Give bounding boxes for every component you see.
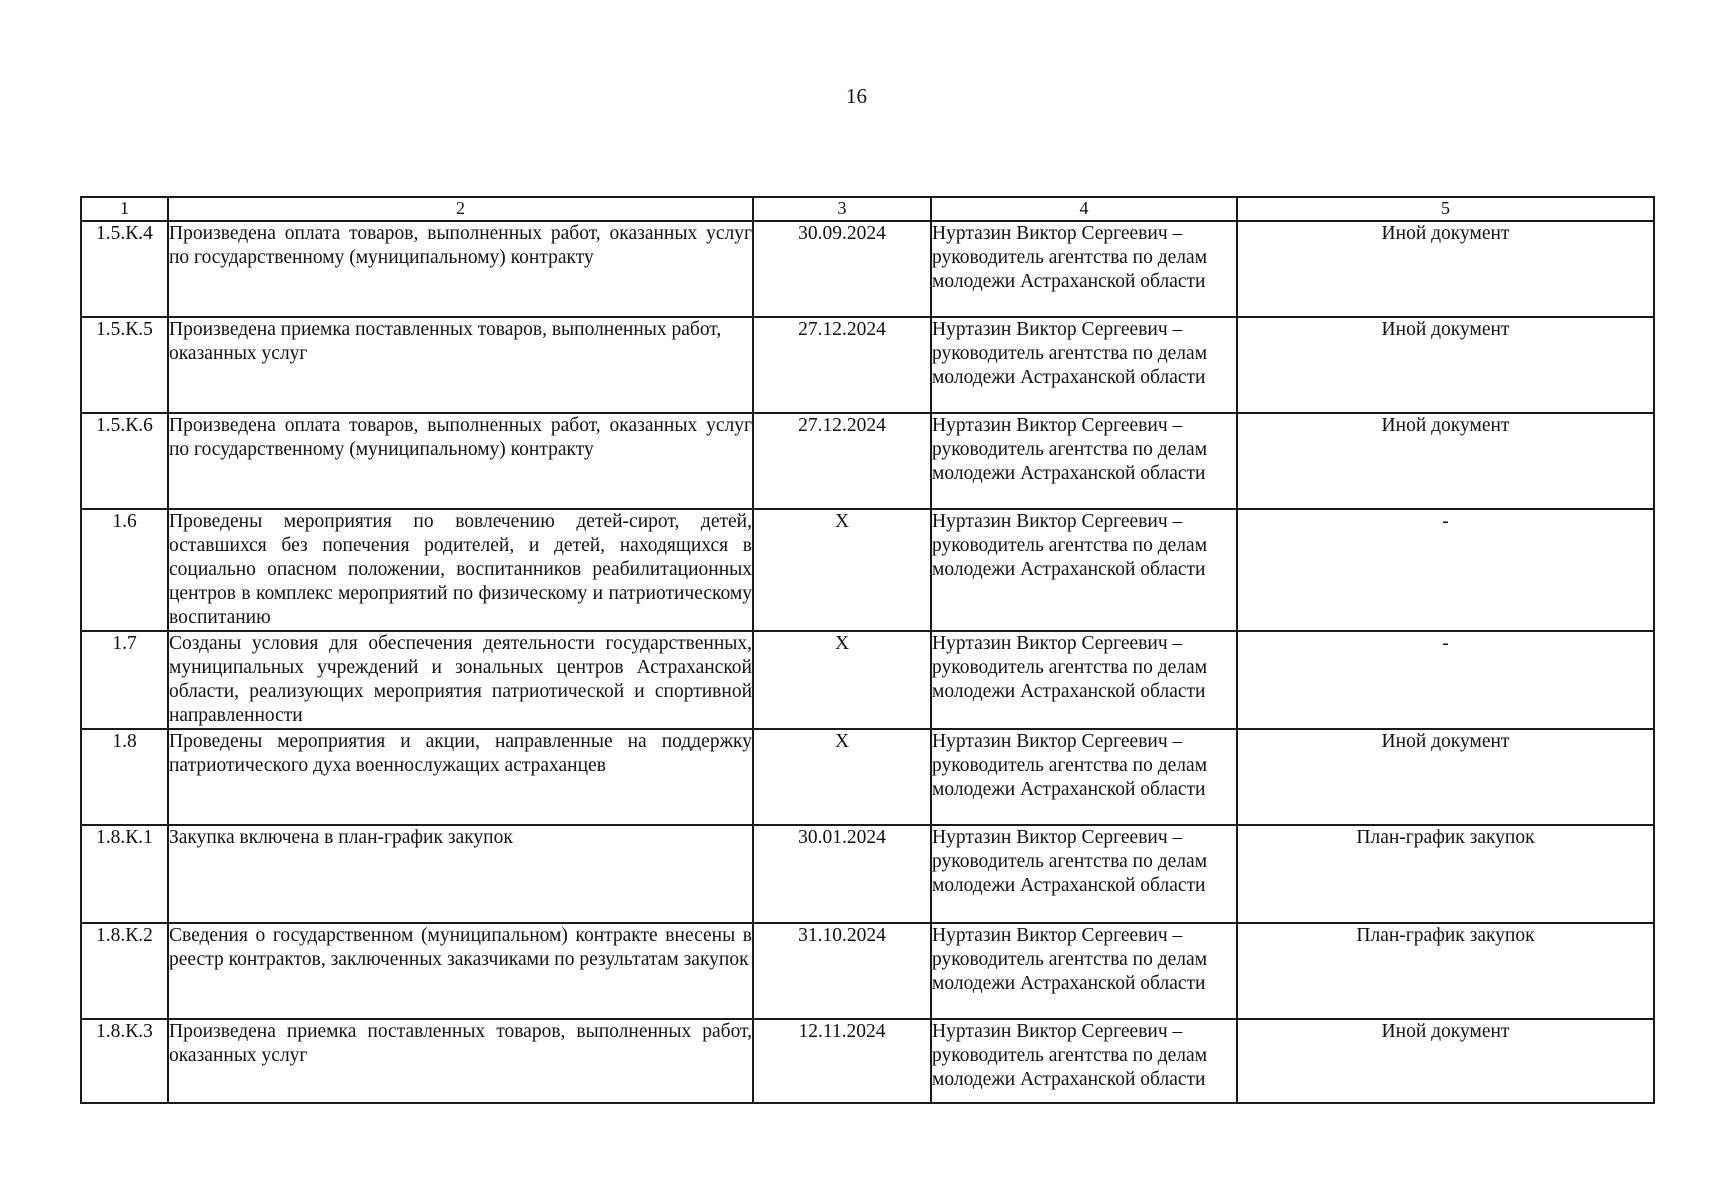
row-description: Проведены мероприятия по вовлечению детей-сирот, детей, оставшихся без попечения родителей, и детей, находящихся в социально опасном положении, воспитанников реабилитационных центров в комплекс мероприятий по физическому и патриотическому воспитанию: [168, 509, 753, 631]
row-description: Произведена оплата товаров, выполненных работ, оказанных услуг по государственному (муниципальному) контракту: [168, 413, 753, 509]
row-responsible: Нуртазин Виктор Сергеевич – руководитель агентства по делам молодежи Астраханской области: [931, 221, 1237, 317]
row-date: Х: [753, 509, 931, 631]
page-number: 16: [846, 84, 867, 108]
row-date: 30.09.2024: [753, 221, 931, 317]
row-number: 1.5.К.4: [81, 221, 168, 317]
row-date: Х: [753, 631, 931, 729]
row-number: 1.8: [81, 729, 168, 825]
row-responsible: Нуртазин Виктор Сергеевич – руководитель агентства по делам молодежи Астраханской области: [931, 317, 1237, 413]
row-responsible: Нуртазин Виктор Сергеевич – руководитель агентства по делам молодежи Астраханской области: [931, 923, 1237, 1019]
row-number: 1.8.К.2: [81, 923, 168, 1019]
row-description: Закупка включена в план-график закупок: [168, 825, 753, 923]
table-row: [81, 1019, 1654, 1103]
row-number: 1.6: [81, 509, 168, 631]
table-row: [81, 413, 1654, 509]
row-document-type: -: [1237, 509, 1654, 631]
table-row: [81, 729, 1654, 825]
row-document-type: План-график закупок: [1237, 825, 1654, 923]
activities-table: [80, 196, 1655, 1104]
table-row: [81, 923, 1654, 1019]
column-header-document: 5: [1237, 197, 1654, 221]
row-responsible: Нуртазин Виктор Сергеевич – руководитель агентства по делам молодежи Астраханской области: [931, 1019, 1237, 1103]
row-document-type: -: [1237, 631, 1654, 729]
row-responsible: Нуртазин Виктор Сергеевич – руководитель агентства по делам молодежи Астраханской области: [931, 825, 1237, 923]
row-responsible: Нуртазин Виктор Сергеевич – руководитель агентства по делам молодежи Астраханской области: [931, 509, 1237, 631]
column-header-responsible: 4: [931, 197, 1237, 221]
row-description: Созданы условия для обеспечения деятельности государственных, муниципальных учреждений и зональных центров Астраханской области, реализующих мероприятия патриотической и спортивной направленности: [168, 631, 753, 729]
row-responsible: Нуртазин Виктор Сергеевич – руководитель агентства по делам молодежи Астраханской области: [931, 729, 1237, 825]
row-number: 1.8.К.3: [81, 1019, 168, 1103]
row-date: 12.11.2024: [753, 1019, 931, 1103]
row-date: 27.12.2024: [753, 317, 931, 413]
row-document-type: Иной документ: [1237, 729, 1654, 825]
row-date: Х: [753, 729, 931, 825]
table-row: [81, 825, 1654, 923]
table-row: [81, 221, 1654, 317]
row-responsible: Нуртазин Виктор Сергеевич – руководитель агентства по делам молодежи Астраханской области: [931, 413, 1237, 509]
table-row: [81, 631, 1654, 729]
row-date: 31.10.2024: [753, 923, 931, 1019]
row-responsible: Нуртазин Виктор Сергеевич – руководитель агентства по делам молодежи Астраханской области: [931, 631, 1237, 729]
row-description: Сведения о государственном (муниципальном) контракте внесены в реестр контрактов, заключенных заказчиками по результатам закупок: [168, 923, 753, 1019]
row-document-type: Иной документ: [1237, 317, 1654, 413]
column-header-date: 3: [753, 197, 931, 221]
column-header-description: 2: [168, 197, 753, 221]
table-header-row: [81, 197, 1654, 221]
row-description: Произведена оплата товаров, выполненных работ, оказанных услуг по государственному (муниципальному) контракту: [168, 221, 753, 317]
row-number: 1.7: [81, 631, 168, 729]
row-number: 1.5.К.6: [81, 413, 168, 509]
row-description: Проведены мероприятия и акции, направленные на поддержку патриотического духа военнослужащих астраханцев: [168, 729, 753, 825]
row-document-type: Иной документ: [1237, 221, 1654, 317]
row-date: 30.01.2024: [753, 825, 931, 923]
row-description: Произведена приемка поставленных товаров, выполненных работ, оказанных услуг: [168, 317, 753, 413]
row-date: 27.12.2024: [753, 413, 931, 509]
table-row: [81, 509, 1654, 631]
row-document-type: Иной документ: [1237, 413, 1654, 509]
column-header-number: 1: [81, 197, 168, 221]
row-number: 1.8.К.1: [81, 825, 168, 923]
row-number: 1.5.К.5: [81, 317, 168, 413]
row-description: Произведена приемка поставленных товаров, выполненных работ, оказанных услуг: [168, 1019, 753, 1103]
row-document-type: План-график закупок: [1237, 923, 1654, 1019]
table-row: [81, 317, 1654, 413]
row-document-type: Иной документ: [1237, 1019, 1654, 1103]
